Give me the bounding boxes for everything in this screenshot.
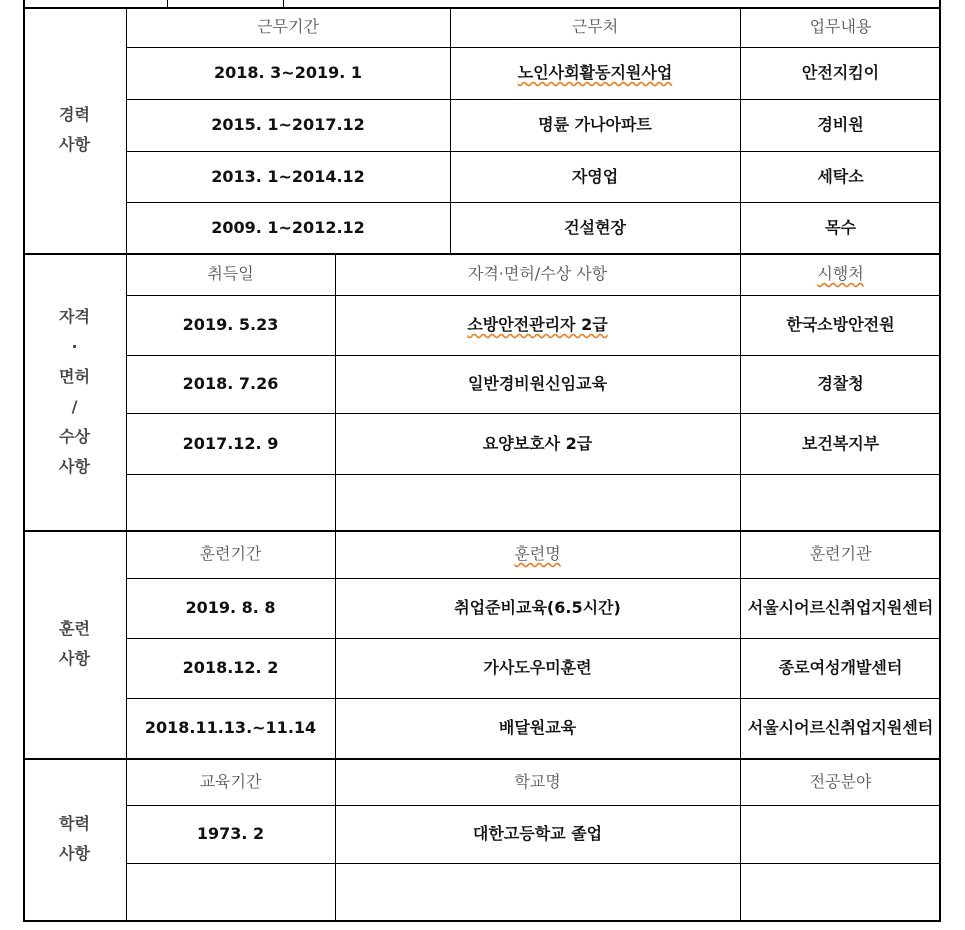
career-label-divider xyxy=(126,7,127,253)
training-row-period-text: 2019. 8. 8 xyxy=(185,598,276,617)
training-top-border xyxy=(23,530,941,532)
career-row-workplace xyxy=(450,202,740,253)
training-row-org xyxy=(740,638,941,698)
license-header-issuer xyxy=(740,253,941,295)
career-row-duty xyxy=(740,202,941,253)
career-row-workplace-text: 노인사회활동지원사업 xyxy=(517,63,673,82)
top-stub-divider-1 xyxy=(167,0,168,7)
career-header-workplace-text: 근무처 xyxy=(571,17,619,36)
license-header-date-text: 취득일 xyxy=(207,264,254,283)
education-header-period xyxy=(126,758,335,805)
training-row-period-text: 2018.12. 2 xyxy=(182,658,279,677)
career-row-period xyxy=(126,47,450,99)
education-label-divider xyxy=(126,758,127,920)
training-row-org-text: 서울시어르신 xyxy=(747,598,841,617)
education-row-school-text: 대한고등학교 졸업 xyxy=(472,824,603,843)
license-row-issuer xyxy=(740,295,941,355)
career-row-duty-text: 안전지킴이 xyxy=(801,63,880,82)
license-row-line xyxy=(126,474,941,475)
career-row-workplace-text: 자영업 xyxy=(571,166,619,186)
section-label-line: 경력 xyxy=(59,105,90,124)
education-header-major-text: 전공분야 xyxy=(809,771,872,791)
license-row-date xyxy=(126,355,335,413)
education-right-border xyxy=(939,758,941,922)
training-header-name xyxy=(335,530,740,578)
career-row-duty xyxy=(740,99,941,151)
license-row-date-text: 2017.12. 9 xyxy=(182,433,279,453)
education-row-period-text: 1973. 2 xyxy=(196,824,265,843)
training-row-period xyxy=(126,638,335,698)
training-row-name xyxy=(335,578,740,638)
license-row-item-text: 소방안전관리자 2급 xyxy=(467,315,608,334)
license-row-issuer-text: 보건복지부 xyxy=(801,433,880,453)
career-row-period xyxy=(126,202,450,253)
education-header-major xyxy=(740,758,941,805)
career-top-border xyxy=(23,7,941,9)
education-row-period xyxy=(126,805,335,863)
license-row-date-text: 2018. 7.26 xyxy=(182,374,279,393)
training-row-period xyxy=(126,578,335,638)
license-row-date-text: 2019. 5.23 xyxy=(182,315,279,334)
license-header-date xyxy=(126,253,335,295)
license-row-item xyxy=(335,295,740,355)
license-row-date xyxy=(126,474,335,530)
section-label-line: 면허 xyxy=(59,366,90,386)
license-row-issuer xyxy=(740,413,941,474)
career-header-workplace xyxy=(450,7,740,47)
education-row-major xyxy=(740,863,941,920)
section-label-line: 사항 xyxy=(59,456,90,476)
career-header-period xyxy=(126,7,450,47)
training-row-name-text: 취업준비교육(6.5시간) xyxy=(454,598,621,617)
license-row-issuer xyxy=(740,355,941,413)
license-row-line xyxy=(126,355,941,356)
license-header-issuer-text: 시행처 xyxy=(817,264,864,283)
education-section-label xyxy=(23,758,126,920)
education-col-divider-2 xyxy=(740,758,741,920)
career-row-workplace xyxy=(450,99,740,151)
training-row-period-text: 2018.11.13.~11.14 xyxy=(144,718,317,737)
education-row-major xyxy=(740,805,941,863)
training-col-divider-1 xyxy=(335,530,336,758)
license-section-label xyxy=(23,253,126,530)
training-header-org xyxy=(740,530,941,578)
career-header-period-text: 근무기간 xyxy=(257,17,319,36)
license-row-item-text: 요양보호사 2급 xyxy=(482,433,593,453)
training-header-name-text: 훈련명 xyxy=(514,544,561,563)
license-row-issuer xyxy=(740,474,941,530)
career-row-workplace xyxy=(450,151,740,202)
license-header-line xyxy=(126,295,941,296)
career-row-duty-text: 세탁소 xyxy=(817,166,864,186)
training-header-line xyxy=(126,578,941,579)
training-label-divider xyxy=(126,530,127,758)
education-header-line xyxy=(126,805,941,806)
career-header-duty-text: 업무내용 xyxy=(809,17,872,36)
career-col-divider-1 xyxy=(450,7,451,253)
license-header-item xyxy=(335,253,740,295)
career-row-period-text: 2013. 1~2014.12 xyxy=(211,166,365,186)
career-row-duty-text: 목수 xyxy=(825,217,856,237)
license-left-border xyxy=(23,253,25,532)
license-row-item xyxy=(335,413,740,474)
training-row-org-text: 취업지원센터 xyxy=(840,598,934,617)
section-label-line: / xyxy=(71,396,78,416)
education-row-school xyxy=(335,805,740,863)
training-row-org-text: 서울시어르신 xyxy=(747,718,841,737)
section-label-line: · xyxy=(71,336,78,356)
career-row-period-text: 2018. 3~2019. 1 xyxy=(213,63,363,82)
education-top-border xyxy=(23,758,941,760)
license-row-item-text: 일반경비원신임교육 xyxy=(467,374,608,393)
training-row-name-text: 가사도우미훈련 xyxy=(483,658,592,677)
career-header-line xyxy=(126,47,941,48)
education-header-period-text: 교육기간 xyxy=(199,771,262,791)
training-row-line xyxy=(126,698,941,699)
career-row-line xyxy=(126,151,941,152)
section-label-line: 사항 xyxy=(59,649,90,668)
career-row-workplace xyxy=(450,47,740,99)
training-row-name-text: 배달원교육 xyxy=(498,718,577,737)
section-label-line: 훈련 xyxy=(59,619,90,638)
training-row-org-text: 종로여성개발센터 xyxy=(778,658,903,677)
career-row-line xyxy=(126,99,941,100)
section-label-line: 학력 xyxy=(59,814,90,833)
career-row-period xyxy=(126,99,450,151)
license-row-item xyxy=(335,355,740,413)
training-header-org-text: 훈련기관 xyxy=(809,544,872,563)
career-row-period xyxy=(126,151,450,202)
career-row-period-text: 2009. 1~2012.12 xyxy=(211,217,365,237)
career-row-duty xyxy=(740,151,941,202)
license-top-border xyxy=(23,253,941,255)
career-col-divider-2 xyxy=(740,7,741,253)
education-header-school-text: 학교명 xyxy=(514,771,561,791)
top-stub-left xyxy=(23,0,25,7)
training-row-org xyxy=(740,698,941,758)
training-header-period-text: 훈련기간 xyxy=(199,544,262,563)
education-header-school xyxy=(335,758,740,805)
education-col-divider-1 xyxy=(335,758,336,920)
license-row-line xyxy=(126,413,941,414)
career-row-duty-text: 경비원 xyxy=(817,115,864,134)
license-row-item xyxy=(335,474,740,530)
training-row-line xyxy=(126,638,941,639)
license-row-date xyxy=(126,295,335,355)
training-col-divider-2 xyxy=(740,530,741,758)
table-bottom-border xyxy=(23,920,941,922)
training-left-border xyxy=(23,530,25,760)
training-section-label xyxy=(23,530,126,758)
training-row-org-text: 취업지원센터 xyxy=(840,718,934,737)
top-stub-right xyxy=(939,0,941,7)
section-label-line: 사항 xyxy=(59,135,90,154)
section-label-line: 자격 xyxy=(59,306,90,326)
career-row-workplace-text: 명륜 가나아파트 xyxy=(538,115,652,134)
career-right-border xyxy=(939,7,941,255)
education-row-period xyxy=(126,863,335,920)
career-header-duty xyxy=(740,7,941,47)
training-row-period xyxy=(126,698,335,758)
training-row-name xyxy=(335,638,740,698)
license-row-issuer-text: 경찰청 xyxy=(817,374,864,393)
career-left-border xyxy=(23,7,25,255)
career-row-workplace-text: 건설현장 xyxy=(564,217,626,237)
section-label-line: 사항 xyxy=(59,844,90,863)
section-label-line: 수상 xyxy=(59,426,90,446)
training-right-border xyxy=(939,530,941,760)
training-row-org xyxy=(740,578,941,638)
license-header-item-text: 자격·면허/수상 사항 xyxy=(467,264,608,283)
license-row-issuer-text: 한국소방안전원 xyxy=(786,315,895,334)
career-row-duty xyxy=(740,47,941,99)
training-row-name xyxy=(335,698,740,758)
license-row-date xyxy=(126,413,335,474)
career-row-period-text: 2015. 1~2017.12 xyxy=(211,115,365,134)
career-row-line xyxy=(126,202,941,203)
education-left-border xyxy=(23,758,25,922)
training-header-period xyxy=(126,530,335,578)
career-section-label xyxy=(23,7,126,253)
education-row-line xyxy=(126,863,941,864)
top-stub-divider-2 xyxy=(283,0,284,7)
education-row-school xyxy=(335,863,740,920)
